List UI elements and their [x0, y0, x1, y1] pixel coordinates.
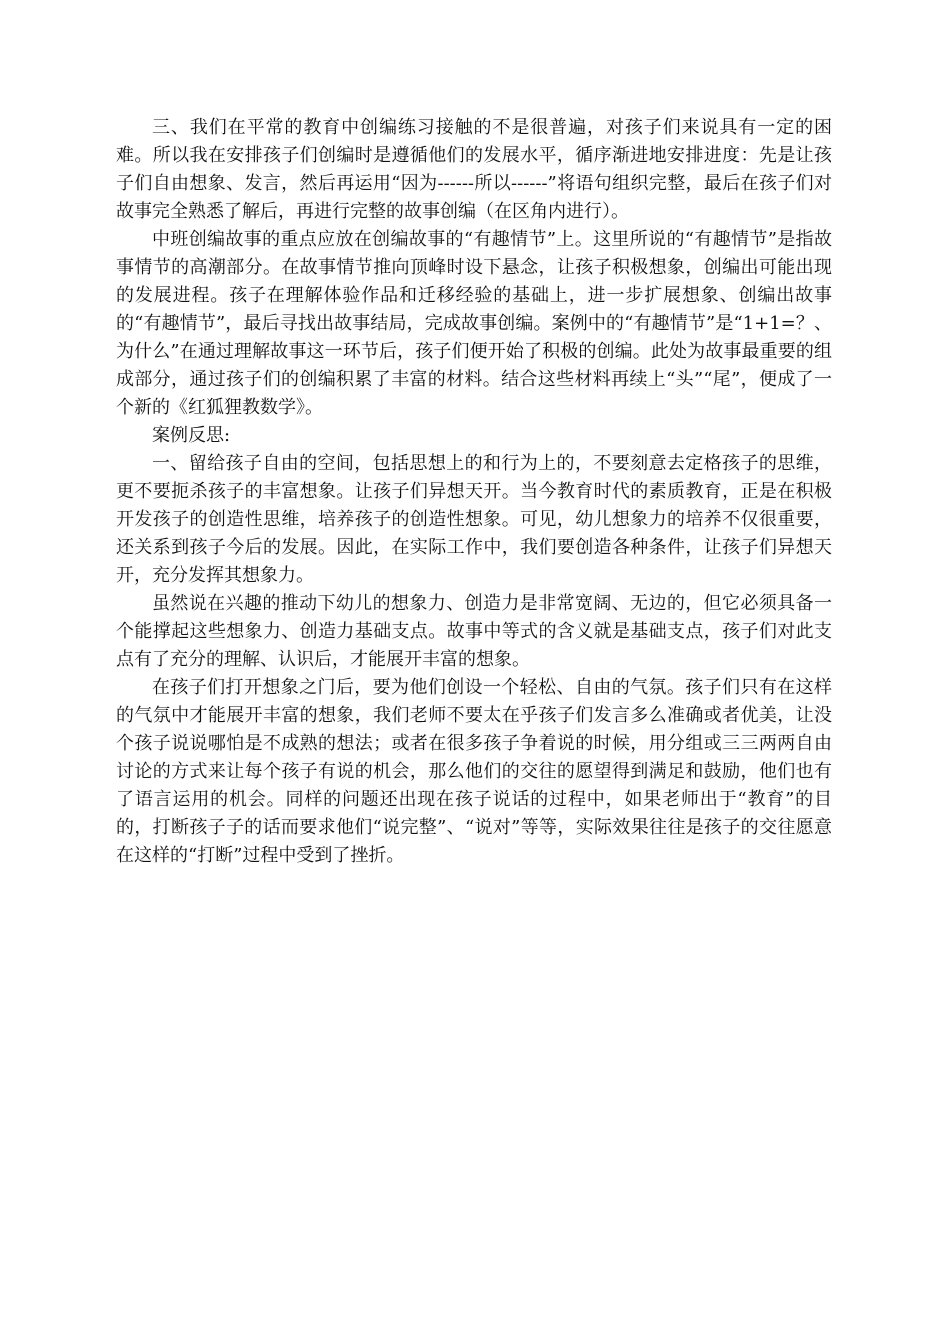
paragraph-interesting-plot: 中班创编故事的重点应放在创编故事的“有趣情节”上。这里所说的“有趣情节”是指故事情节的高潮部分。在故事情节推向顶峰时设下悬念，让孩子积极想象，创编出可能出现的发展进程。孩子在理解体验作品和迁移经验的基础上，进一步扩展想象、创编出故事的“有趣情节”，最后寻找出故事结局，完成故事创编。案例中的“有趣情节”是“1+1=？、为什么”在通过理解故事这一环节后，孩子们便开始了积极的创编。此处为故事最重要的组成部分，通过孩子们的创编积累了丰富的材料。结合这些材料再续上“头”“尾”，便成了一个新的《红狐狸教数学》。: [116, 229, 832, 418]
paragraph-foundation-point: 虽然说在兴趣的推动下幼儿的想象力、创造力是非常宽阔、无边的，但它必须具备一个能撑起这些想象力、创造力基础支点。故事中等式的含义就是基础支点，孩子们对此支点有了充分的理解、认识后，才能展开丰富的想象。: [116, 593, 832, 670]
paragraph-relaxed-atmosphere: 在孩子们打开想象之门后，要为他们创设一个轻松、自由的气氛。孩子们只有在这样的气氛中才能展开丰富的想象，我们老师不要太在乎孩子们发言多么准确或者优美，让没个孩子说说哪怕是不成熟的想法；或者在很多孩子争着说的时候，用分组或三三两两自由讨论的方式来让每个孩子有说的机会，那么他们的交往的愿望得到满足和鼓励，他们也有了语言运用的机会。同样的问题还出现在孩子说话的过程中，如果老师出于“教育”的目的，打断孩子子的话而要求他们“说完整”、“说对”等等，实际效果往往是孩子的交往愿意在这样的“打断”过程中受到了挫折。: [116, 677, 832, 866]
paragraph-reflection-heading: 案例反思:: [152, 425, 231, 446]
paragraph-creative-practice: 三、我们在平常的教育中创编练习接触的不是很普遍，对孩子们来说具有一定的困难。所以我在安排孩子们创编时是遵循他们的发展水平，循序渐进地安排进度：先是让孩子们自由想象、发言，然后再运用“因为------所以------”将语句组织完整，最后在孩子们对故事完全熟悉了解后，再进行完整的故事创编（在区角内进行）。: [116, 117, 832, 222]
document-body: [116, 114, 832, 870]
paragraph-free-space: 一、留给孩子自由的空间，包括思想上的和行为上的，不要刻意去定格孩子的思维，更不要扼杀孩子的丰富想象。让孩子们异想天开。当今教育时代的素质教育，正是在积极开发孩子的创造性思维，培养孩子的创造性想象。可见，幼儿想象力的培养不仅很重要，还关系到孩子今后的发展。因此，在实际工作中，我们要创造各种条件，让孩子们异想天开，充分发挥其想象力。: [116, 453, 832, 586]
